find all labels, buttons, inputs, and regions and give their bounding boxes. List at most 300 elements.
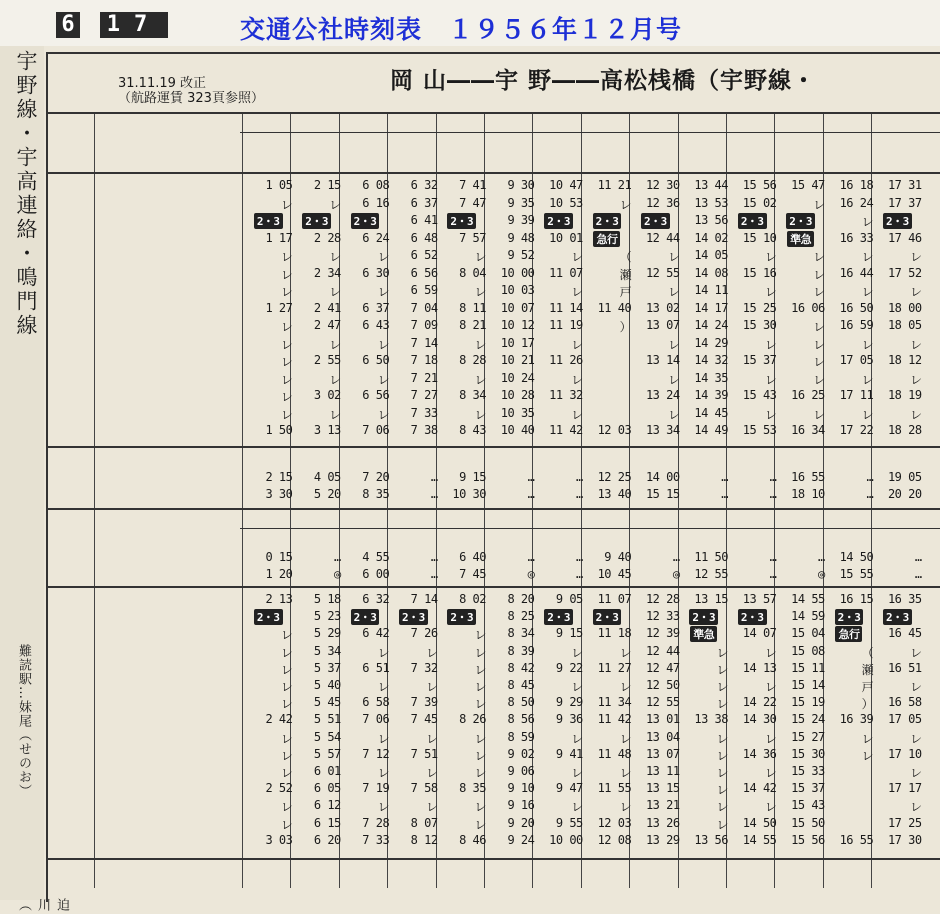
time-cell: （ — [619, 250, 632, 264]
time-cell: 10 47 — [549, 178, 583, 192]
time-cell: レ — [377, 731, 390, 746]
time-cell: 5 40 — [313, 678, 341, 692]
time-cell: 18 28 — [887, 423, 922, 437]
time-cell: 15 10 — [742, 230, 777, 245]
header-mid-rule — [240, 132, 940, 133]
spine — [0, 46, 69, 914]
time-cell: 6 41 — [410, 213, 438, 227]
time-cell: レ — [668, 285, 680, 299]
time-cell: … — [866, 470, 874, 484]
time-cell: レ — [377, 407, 390, 422]
time-cell: レ — [619, 766, 632, 780]
time-cell: 12 47 — [645, 660, 680, 675]
time-cell: レ — [280, 407, 293, 422]
time-cell: 10 01 — [549, 230, 583, 245]
time-cell: 16 51 — [887, 660, 922, 675]
time-cell: レ — [910, 250, 922, 264]
service-badge: 2・3 — [544, 213, 573, 229]
time-cell: レ — [426, 645, 438, 660]
time-cell: 15 37 — [742, 353, 777, 367]
time-cell: ◎ — [672, 567, 680, 581]
time-cell: 7 33 — [410, 405, 438, 420]
time-cell: レ — [474, 337, 486, 352]
time-cell: 16 55 — [839, 832, 874, 847]
time-cell — [776, 231, 824, 247]
time-cell: 3 30 — [265, 487, 293, 501]
time-cell: 7 18 — [410, 353, 438, 367]
time-cell: 14 22 — [742, 695, 777, 710]
time-cell: 7 45 — [459, 567, 486, 581]
time-cell: 9 16 — [507, 798, 535, 813]
time-cell: 14 50 — [742, 815, 777, 830]
time-cell: 瀬 — [619, 267, 632, 282]
time-cell: 5 34 — [313, 643, 341, 658]
time-cell: 7 06 — [362, 712, 390, 727]
time-cell: レ — [764, 407, 777, 422]
time-cell: 10 40 — [500, 423, 535, 437]
time-cell: 6 12 — [313, 798, 341, 813]
time-cell: 18 12 — [887, 353, 922, 367]
time-cell: ） — [861, 697, 874, 712]
time-cell — [631, 213, 679, 229]
time-cell — [438, 213, 486, 229]
time-cell — [776, 213, 824, 229]
spine-note: 難読駅…妹尾（せのお） — [16, 644, 31, 798]
time-cell: ◎ — [527, 567, 535, 581]
time-cell: 12 30 — [645, 178, 680, 192]
time-cell: 15 56 — [791, 832, 825, 847]
time-cell: 15 33 — [791, 764, 825, 778]
time-cell: レ — [764, 645, 777, 660]
time-cell: 10 45 — [597, 567, 632, 581]
spine-note-2: 迫川（ — [16, 898, 69, 914]
time-cell: 7 12 — [362, 746, 390, 761]
time-cell — [728, 213, 776, 229]
time-cell: レ — [280, 390, 293, 404]
time-cell: レ — [619, 731, 632, 746]
time-cell: … — [769, 487, 777, 501]
time-cell: レ — [813, 267, 825, 282]
time-cell: 12 50 — [645, 678, 680, 692]
time-cell: レ — [910, 731, 922, 746]
time-cell: 17 11 — [839, 388, 874, 402]
time-cell: 10 21 — [500, 353, 535, 367]
time-cell: 14 17 — [694, 300, 728, 315]
section-number: 6 — [56, 12, 80, 38]
time-cell: 6 00 — [362, 567, 390, 581]
time-cell: 6 37 — [410, 195, 438, 210]
time-cell — [244, 609, 292, 625]
time-cell: 11 21 — [597, 178, 632, 192]
time-cell: レ — [619, 645, 632, 660]
time-cell: 6 32 — [410, 178, 438, 192]
time-cell: 7 38 — [410, 423, 438, 437]
time-cell: 8 42 — [507, 660, 535, 675]
time-cell: 14 00 — [645, 470, 680, 484]
time-cell: 9 22 — [555, 660, 583, 675]
time-cell: 17 46 — [887, 230, 922, 245]
service-badge: 2・3 — [447, 213, 476, 229]
time-cell: 8 56 — [507, 712, 535, 727]
time-cell: レ — [571, 731, 583, 746]
time-cell: 14 35 — [694, 370, 728, 385]
time-cell: 13 40 — [597, 487, 632, 501]
time-cell: 15 55 — [839, 567, 874, 581]
time-cell: 11 42 — [549, 423, 583, 437]
time-cell: ◎ — [334, 567, 341, 581]
time-cell: 18 05 — [887, 318, 922, 332]
time-cell: レ — [813, 372, 825, 387]
time-cell — [341, 609, 389, 625]
time-cell: 16 18 — [839, 178, 874, 192]
time-cell: 2 47 — [313, 318, 341, 332]
time-cell: 15 43 — [791, 798, 825, 813]
time-cell: 9 35 — [507, 195, 535, 210]
time-cell: 12 33 — [645, 609, 680, 624]
time-cell: 7 14 — [410, 335, 438, 350]
time-cell: 6 52 — [410, 248, 438, 262]
time-cell: 14 29 — [694, 335, 728, 350]
time-cell: 11 27 — [597, 660, 632, 675]
time-cell: レ — [668, 250, 680, 264]
time-cell: 3 02 — [313, 388, 341, 402]
time-cell: レ — [619, 800, 632, 815]
time-cell: レ — [329, 250, 341, 264]
time-cell: 16 50 — [839, 300, 874, 315]
time-cell: 15 15 — [645, 487, 680, 501]
time-cell: 7 51 — [410, 746, 438, 761]
service-badge: 2・3 — [738, 213, 767, 229]
time-cell: 13 02 — [645, 300, 680, 315]
time-cell: 14 55 — [791, 592, 825, 606]
service-badge: 2・3 — [351, 609, 380, 625]
time-cell: 10 00 — [500, 265, 535, 280]
time-cell: 16 39 — [839, 712, 874, 727]
time-cell — [534, 213, 582, 229]
time-cell: 14 24 — [694, 318, 728, 332]
time-cell: 11 07 — [549, 265, 583, 280]
service-badge: 2・3 — [738, 609, 767, 625]
time-cell: レ — [716, 697, 728, 712]
time-cell: レ — [716, 662, 728, 677]
time-cell: 8 50 — [507, 695, 535, 710]
time-cell: 15 37 — [791, 781, 825, 796]
time-cell: ◎ — [818, 567, 825, 581]
service-badge: 2・3 — [786, 213, 815, 229]
time-cell: 11 42 — [597, 712, 632, 727]
time-cell: レ — [377, 250, 390, 264]
time-cell: レ — [280, 731, 293, 746]
time-cell: 12 55 — [645, 695, 680, 710]
time-cell: レ — [861, 250, 874, 264]
time-cell: … — [430, 487, 438, 501]
time-cell: 14 32 — [694, 353, 728, 367]
time-cell: 7 06 — [362, 423, 390, 437]
time-cell: レ — [474, 731, 486, 746]
time-cell: 11 14 — [549, 300, 583, 315]
time-cell: 6 01 — [313, 764, 341, 778]
time-cell: レ — [910, 800, 922, 815]
time-cell: 16 55 — [791, 470, 825, 484]
time-cell: 13 15 — [645, 781, 680, 796]
time-cell: レ — [474, 662, 486, 677]
time-cell: 9 29 — [555, 695, 583, 710]
time-cell: 10 17 — [500, 335, 535, 350]
time-cell: 8 28 — [459, 353, 486, 367]
time-cell: 2 34 — [313, 265, 341, 280]
time-cell: レ — [813, 285, 825, 299]
service-badge: 2・3 — [351, 213, 380, 229]
column-rule — [242, 112, 243, 888]
time-cell: … — [769, 470, 777, 484]
time-cell: 7 21 — [410, 370, 438, 385]
time-cell: 15 50 — [791, 815, 825, 830]
time-cell: 12 03 — [597, 815, 632, 830]
time-cell: レ — [910, 766, 922, 780]
time-cell: レ — [764, 372, 777, 387]
time-cell: 13 56 — [694, 832, 728, 847]
time-cell: レ — [716, 680, 728, 694]
time-cell: 7 04 — [410, 300, 438, 315]
time-cell: 8 07 — [410, 815, 438, 830]
time-cell: 16 34 — [791, 423, 825, 437]
time-cell: 14 59 — [791, 609, 825, 624]
time-cell: 16 45 — [887, 626, 922, 641]
time-cell — [244, 213, 292, 229]
time-cell: （ — [861, 645, 874, 660]
time-cell: レ — [813, 320, 825, 334]
time-cell: レ — [377, 680, 390, 694]
time-cell: 13 21 — [645, 798, 680, 813]
time-cell: 16 44 — [839, 265, 874, 280]
time-cell: … — [672, 550, 680, 564]
time-cell: 17 52 — [887, 265, 922, 280]
time-cell: 14 30 — [742, 712, 777, 727]
time-cell: 16 33 — [839, 230, 874, 245]
time-cell: … — [576, 487, 583, 501]
service-badge: 2・3 — [544, 609, 573, 625]
time-cell: 9 30 — [507, 178, 535, 192]
time-cell: 10 35 — [500, 405, 535, 420]
time-cell: 13 11 — [645, 764, 680, 778]
time-cell: 5 20 — [313, 487, 341, 501]
time-cell: 17 22 — [839, 423, 874, 437]
down-end-rule — [46, 446, 940, 448]
time-cell: 5 37 — [313, 660, 341, 675]
time-cell — [534, 609, 582, 625]
time-cell — [438, 609, 486, 625]
time-cell: 13 26 — [645, 815, 680, 830]
time-cell: 8 02 — [459, 592, 486, 606]
time-cell: 7 58 — [410, 781, 438, 796]
time-cell: レ — [861, 372, 874, 387]
time-cell: レ — [716, 800, 728, 815]
time-cell: 5 54 — [313, 729, 341, 744]
time-cell: 12 44 — [645, 643, 680, 658]
time-cell: 6 08 — [362, 178, 390, 192]
time-cell: 戸 — [619, 285, 632, 299]
time-cell: レ — [668, 407, 680, 422]
time-cell: レ — [764, 680, 777, 694]
time-cell: 15 16 — [742, 265, 777, 280]
time-cell: 8 20 — [507, 592, 535, 606]
time-cell: 2 41 — [313, 300, 341, 315]
time-cell: 0 15 — [265, 550, 293, 564]
time-cell: レ — [861, 337, 874, 352]
time-cell: … — [576, 550, 583, 564]
time-cell: レ — [280, 197, 293, 212]
time-cell: レ — [474, 285, 486, 299]
service-badge: 2・3 — [593, 213, 622, 229]
time-cell: 4 55 — [362, 550, 390, 564]
time-cell: レ — [280, 800, 293, 815]
time-cell: 15 11 — [791, 660, 825, 675]
time-cell: レ — [813, 355, 825, 369]
time-cell: 10 03 — [500, 283, 535, 297]
time-cell: 12 25 — [597, 470, 632, 484]
time-cell: 9 10 — [507, 781, 535, 796]
time-cell: レ — [474, 800, 486, 815]
time-cell: レ — [861, 407, 874, 422]
time-cell: レ — [280, 817, 293, 832]
time-cell: 17 05 — [887, 712, 922, 727]
time-cell: 15 24 — [791, 712, 825, 727]
time-cell: 7 39 — [410, 695, 438, 710]
time-cell: レ — [716, 766, 728, 780]
time-cell: 13 15 — [694, 592, 728, 606]
time-cell: レ — [571, 337, 583, 352]
time-cell: 13 07 — [645, 318, 680, 332]
time-cell: レ — [571, 645, 583, 660]
time-cell: 7 57 — [459, 230, 486, 245]
time-cell: 5 18 — [313, 592, 341, 606]
time-cell: 14 13 — [742, 660, 777, 675]
time-cell: レ — [377, 766, 390, 780]
time-cell: レ — [910, 372, 922, 387]
time-cell: 5 23 — [313, 609, 341, 624]
time-cell: 5 45 — [313, 695, 341, 710]
service-badge: 急行 — [593, 231, 620, 247]
time-cell: 6 43 — [362, 318, 390, 332]
time-cell: 13 53 — [694, 195, 728, 210]
time-cell — [825, 626, 873, 642]
time-cell: レ — [571, 372, 583, 387]
time-cell: レ — [861, 731, 874, 746]
time-cell: 7 28 — [362, 815, 390, 830]
time-cell — [873, 609, 921, 625]
time-cell: 16 25 — [791, 388, 825, 402]
time-cell: … — [527, 487, 535, 501]
time-cell: 9 15 — [459, 470, 486, 484]
time-cell: … — [914, 567, 922, 581]
time-cell: … — [527, 550, 535, 564]
time-cell: レ — [571, 285, 583, 299]
time-cell: レ — [426, 766, 438, 780]
time-cell: 6 58 — [362, 695, 390, 710]
time-cell: 9 02 — [507, 746, 535, 761]
time-cell: レ — [280, 320, 293, 334]
time-cell: 15 30 — [791, 746, 825, 761]
time-cell — [341, 213, 389, 229]
service-badge: 2・3 — [447, 609, 476, 625]
time-cell: 18 00 — [887, 300, 922, 315]
time-cell: レ — [280, 267, 293, 282]
service-badge: 2・3 — [593, 609, 622, 625]
time-cell: 14 39 — [694, 388, 728, 402]
service-badge: 2・3 — [254, 213, 283, 229]
header-top-rule — [46, 112, 940, 114]
time-cell: 7 41 — [459, 178, 486, 192]
time-cell: レ — [474, 628, 486, 643]
time-cell: 6 50 — [362, 353, 390, 367]
time-cell: 14 11 — [694, 283, 728, 297]
time-cell: 2 52 — [265, 781, 293, 796]
time-cell: 17 30 — [887, 832, 922, 847]
time-cell: レ — [329, 407, 341, 422]
time-cell: 17 17 — [887, 781, 922, 796]
time-cell: レ — [571, 800, 583, 815]
up-header-top — [46, 508, 940, 510]
time-cell: 13 56 — [694, 213, 728, 227]
time-cell: 14 50 — [839, 550, 874, 564]
time-cell: 18 19 — [887, 388, 922, 402]
revision-note — [118, 76, 264, 106]
time-cell: レ — [329, 285, 341, 299]
time-cell: 11 19 — [549, 318, 583, 332]
time-cell: 9 52 — [507, 248, 535, 262]
time-cell: 9 39 — [507, 213, 535, 227]
time-cell: 6 32 — [362, 592, 390, 606]
time-cell: 7 27 — [410, 388, 438, 402]
time-cell: 16 06 — [791, 300, 825, 315]
time-cell: 11 40 — [597, 300, 632, 315]
time-cell: 13 57 — [742, 592, 777, 606]
time-cell: レ — [861, 285, 874, 299]
time-cell: 10 24 — [500, 370, 535, 385]
time-cell: 8 04 — [459, 265, 486, 280]
time-cell: 8 35 — [362, 487, 390, 501]
time-cell: 12 55 — [645, 265, 680, 280]
time-cell: 14 02 — [694, 230, 728, 245]
time-cell: レ — [377, 800, 390, 815]
time-cell: 9 05 — [555, 592, 583, 606]
time-cell: 3 03 — [265, 832, 293, 847]
time-cell: 8 43 — [459, 423, 486, 437]
revision-date: 31.11.19 改正 — [118, 76, 207, 91]
time-cell: レ — [280, 372, 293, 387]
time-cell: 11 07 — [597, 592, 632, 606]
time-cell: 17 05 — [839, 353, 874, 367]
time-cell — [825, 609, 873, 625]
time-cell: レ — [280, 697, 293, 712]
time-cell: … — [769, 550, 777, 564]
time-cell: 8 35 — [459, 781, 486, 796]
time-cell: 14 55 — [742, 832, 777, 847]
time-cell: 20 20 — [887, 487, 922, 501]
time-cell: レ — [329, 197, 341, 212]
service-badge: 2・3 — [302, 213, 331, 229]
time-cell: 2 13 — [265, 592, 293, 606]
time-cell — [583, 231, 631, 247]
time-cell: 3 13 — [313, 423, 341, 437]
time-cell: 14 07 — [742, 626, 777, 641]
time-cell: レ — [668, 337, 680, 352]
up-ferry-end — [46, 586, 940, 588]
time-cell: 2 15 — [313, 178, 341, 192]
time-cell: 1 50 — [265, 423, 293, 437]
time-cell: 13 01 — [645, 712, 680, 727]
time-cell: レ — [764, 337, 777, 352]
